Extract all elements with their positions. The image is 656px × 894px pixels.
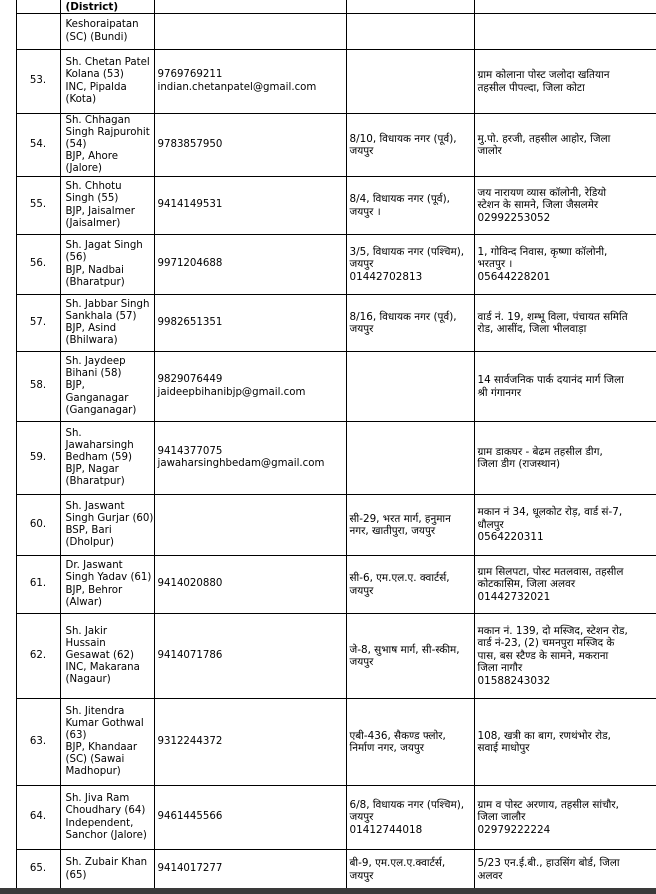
name-line: BJP, Jaisalmer	[65, 205, 135, 217]
local-address-cell	[346, 850, 474, 890]
phone-number: 9769769211	[157, 69, 223, 81]
district-header-label: (District)	[65, 1, 119, 13]
phone-number: 9971204688	[157, 258, 223, 270]
local-address-line: 01442702813	[349, 270, 423, 283]
name-line: (63)	[65, 729, 87, 741]
local-address-line: जयपुर	[349, 656, 374, 668]
local-address-line: 8/4, विधायक नगर (पूर्व),	[349, 193, 450, 206]
name-line: Sh. Jaswant	[65, 500, 125, 512]
name-line: Sh. Jaydeep	[65, 356, 126, 368]
permanent-address-line: जिला जालौर	[477, 811, 526, 824]
local-address-line: 3/5, विधायक नगर (पश्चिम),	[349, 245, 465, 258]
phone-number: 9414020880	[157, 578, 223, 590]
name-line: BJP, Nadbai	[65, 264, 124, 276]
local-address-cell	[346, 495, 474, 556]
sno-cell: 60.	[16, 495, 60, 556]
name-line: (Jaisalmer)	[65, 217, 121, 229]
sno-cell: 65.	[16, 850, 60, 890]
sno-cell: 53.	[16, 50, 60, 114]
name-line: (Ganganagar)	[65, 404, 137, 416]
local-address-line: जयपुर	[349, 869, 374, 882]
phone-number: 9312244372	[157, 735, 223, 747]
contact-cell	[154, 352, 346, 422]
local-address-cell	[346, 699, 474, 786]
permanent-address-cell	[474, 699, 656, 786]
contact-cell	[154, 235, 346, 295]
local-address-line: सी-6, एम.एल.ए. क्वार्टर्स,	[349, 572, 450, 585]
phone-number: 9982651351	[157, 316, 223, 328]
permanent-address-line: श्री गंगानगर	[477, 386, 522, 399]
permanent-address-line: सवाई माधोपुर	[477, 742, 530, 754]
local-address-line: बी-9, एम.एल.ए.क्वार्टर्स,	[349, 857, 446, 870]
table-row	[0, 495, 656, 556]
local-address-cell	[346, 14, 474, 50]
permanent-address-cell	[474, 786, 656, 850]
table-row	[0, 786, 656, 850]
local-address-line: 01412744018	[349, 823, 423, 836]
phone-number: 9414149531	[157, 199, 223, 211]
phone-number: 9829076449	[157, 374, 223, 386]
left-margin	[0, 295, 16, 352]
name-line: (Bharatpur)	[65, 276, 125, 288]
table-row	[0, 235, 656, 295]
table-row	[0, 352, 656, 422]
phone-number: 9783857950	[157, 138, 223, 150]
name-line: Sh. Chetan Patel	[65, 57, 150, 69]
permanent-address-line: जिला नागौर	[477, 662, 523, 675]
sno-cell	[16, 14, 60, 50]
permanent-address-line: मकान नं. 139, दो मस्जिद, स्टेशन रोड,	[477, 624, 628, 637]
permanent-address-line: 01588243032	[477, 674, 551, 687]
permanent-address-line: मु.पो. हरजी, तहसील आहोर, जिला	[477, 132, 611, 145]
left-margin	[0, 235, 16, 295]
contact-cell	[154, 177, 346, 235]
header-permanent-cell	[474, 0, 656, 14]
permanent-address-line: धौलपुर	[477, 518, 504, 531]
contact-cell	[154, 850, 346, 890]
name-line: Sh.	[65, 427, 82, 439]
left-margin	[0, 850, 16, 890]
name-line: Sh. Zubair Khan	[65, 857, 148, 869]
sno-cell: 62.	[16, 614, 60, 699]
permanent-address-cell	[474, 295, 656, 352]
local-address-cell	[346, 786, 474, 850]
permanent-address-line: 108, खत्री का बाग, रणथंभोर रोड,	[477, 729, 611, 742]
left-margin	[0, 614, 16, 699]
permanent-address-line: जालोर	[477, 145, 502, 157]
left-margin	[0, 177, 16, 235]
permanent-address-line: अलवर	[477, 869, 503, 882]
permanent-address-line: रोड, आसींद, जिला भीलवाड़ा	[477, 323, 587, 335]
permanent-address-line: 14 सार्वजनिक पार्क दयानंद मार्ग जिला	[477, 374, 624, 387]
left-margin	[0, 422, 16, 495]
name-line: Singh Rajpurohit	[65, 126, 150, 138]
name-cell	[60, 177, 154, 235]
name-line: Hussain	[65, 637, 106, 649]
table-row	[0, 699, 656, 786]
name-line: BJP, Nagar	[65, 464, 119, 476]
contact-cell	[154, 699, 346, 786]
local-address-cell	[346, 295, 474, 352]
left-margin	[0, 495, 16, 556]
local-address-line: जे-8, सुभाष मार्ग, सी-स्कीम,	[349, 643, 460, 656]
name-line: BJP, Khandaar	[65, 742, 138, 753]
sno-cell: 64.	[16, 786, 60, 850]
permanent-address-line: जय नारायण व्यास कॉलोनी, रेडियो	[477, 186, 607, 199]
permanent-address-line: 02979222224	[477, 823, 551, 836]
permanent-address-line: ग्राम सिलपटा, पोस्ट मतलवास, तहसील	[477, 565, 624, 578]
permanent-address-cell	[474, 495, 656, 556]
permanent-address-cell	[474, 235, 656, 295]
local-address-line: जयपुर	[349, 258, 374, 271]
name-line: (SC) (Bundi)	[65, 31, 128, 43]
permanent-address-cell	[474, 114, 656, 177]
name-cell	[60, 14, 154, 50]
local-address-line: जयपुर	[349, 811, 374, 824]
name-line: BSP, Bari	[65, 525, 112, 536]
viewer-bottom-bar	[0, 888, 656, 894]
contact-cell	[154, 114, 346, 177]
table-row	[0, 295, 656, 352]
table-row	[0, 114, 656, 177]
phone-number: 9461445566	[157, 811, 223, 823]
name-line: (Dholpur)	[65, 537, 114, 549]
name-cell	[60, 352, 154, 422]
sno-cell: 58.	[16, 352, 60, 422]
local-address-cell	[346, 614, 474, 699]
header-sno-cell	[16, 0, 60, 14]
permanent-address-line: कोटकासिम, जिला अलवर	[477, 578, 576, 591]
permanent-address-line: 02992253052	[477, 211, 551, 224]
permanent-address-cell	[474, 14, 656, 50]
permanent-address-line: 05644228201	[477, 270, 551, 283]
permanent-address-line: ग्राम कोलाना पोस्ट जलोदा खतियान	[477, 69, 610, 82]
local-address-line: एबी-436, सैकण्ड फ्लोर,	[349, 729, 446, 742]
name-line: Sh. Chhagan	[65, 114, 131, 126]
left-margin	[0, 0, 16, 14]
name-line: (Kota)	[65, 93, 97, 105]
contact-cell	[154, 495, 346, 556]
permanent-address-cell	[474, 177, 656, 235]
name-line: Choudhary (64)	[65, 805, 146, 817]
contact-cell	[154, 786, 346, 850]
name-line: Kolana (53)	[65, 69, 124, 81]
local-address-line: निर्माण नगर, जयपुर	[349, 742, 425, 754]
permanent-address-cell	[474, 850, 656, 890]
permanent-address-line: 0564220311	[477, 531, 544, 544]
name-line: (Bhilwara)	[65, 335, 118, 347]
name-line: Ganganagar	[65, 392, 129, 404]
name-line: Independent,	[65, 817, 134, 829]
name-line: Keshoraipatan	[65, 19, 139, 31]
phone-number: 9414017277	[157, 863, 223, 875]
permanent-address-line: स्टेशन के सामने, जिला जैसलमेर	[477, 199, 599, 212]
phone-number: 9414377075	[157, 445, 223, 457]
permanent-address-line: 5/23 एन.ई.बी., हाउसिंग बोर्ड, जिला	[477, 857, 620, 870]
sno-cell: 55.	[16, 177, 60, 235]
name-line: Sankhala (57)	[65, 310, 137, 322]
left-margin	[0, 114, 16, 177]
name-line: Sanchor (Jalore)	[65, 829, 147, 841]
phone-number: 9414071786	[157, 649, 223, 661]
name-line: Sh. Jabbar Singh	[65, 298, 150, 310]
table-row	[0, 556, 656, 614]
name-line: (Jalore)	[65, 163, 102, 175]
name-line: Sh. Jagat Singh	[65, 240, 143, 252]
local-address-line: 6/8, विधायक नगर (पश्चिम),	[349, 798, 465, 811]
name-line: Singh Yadav (61)	[65, 572, 152, 584]
name-line: BJP, Ahore	[65, 151, 119, 163]
sno-cell: 57.	[16, 295, 60, 352]
name-line: Sh. Chhotu	[65, 181, 122, 193]
local-address-line: सी-29, भरत मार्ग, हनुमान	[349, 512, 451, 525]
contact-cell	[154, 614, 346, 699]
permanent-address-line: तहसील पीपल्दा, जिला कोटा	[477, 81, 585, 94]
name-line: (54)	[65, 138, 87, 150]
name-cell	[60, 786, 154, 850]
table-row	[0, 614, 656, 699]
permanent-address-cell	[474, 422, 656, 495]
name-cell	[60, 614, 154, 699]
email-text: jaideepbihanibjp@gmail.com	[157, 386, 306, 398]
contact-cell	[154, 50, 346, 114]
name-line: BJP,	[65, 380, 85, 392]
table-row	[0, 850, 656, 890]
name-line: (Nagaur)	[65, 674, 111, 686]
sno-cell: 63.	[16, 699, 60, 786]
sno-cell: 54.	[16, 114, 60, 177]
permanent-address-line: मकान नं 34, धूलकोट रोड़, वार्ड सं-7,	[477, 506, 623, 519]
sno-cell: 61.	[16, 556, 60, 614]
local-address-line: 8/10, विधायक नगर (पूर्व),	[349, 132, 457, 145]
name-line: Singh (55)	[65, 193, 119, 205]
permanent-address-line: पास, बस स्टैण्ड के सामने, मकराना	[477, 649, 609, 662]
name-cell	[60, 422, 154, 495]
name-line: Gesawat (62)	[65, 649, 134, 661]
name-cell	[60, 699, 154, 786]
contact-cell	[154, 14, 346, 50]
name-cell	[60, 235, 154, 295]
name-line: (65)	[65, 869, 87, 881]
local-address-line: 8/16, विधायक नगर (पूर्व),	[349, 310, 457, 323]
table-row	[0, 177, 656, 235]
local-address-line: जयपुर	[349, 323, 374, 335]
name-cell	[60, 556, 154, 614]
contact-cell	[154, 556, 346, 614]
header-row	[0, 0, 656, 14]
permanent-address-line: ग्राम व पोस्ट अरणाय, तहसील सांचौर,	[477, 798, 619, 811]
contact-cell	[154, 422, 346, 495]
local-address-cell	[346, 422, 474, 495]
name-cell	[60, 850, 154, 890]
local-address-line: जयपुर	[349, 145, 374, 157]
left-margin	[0, 14, 16, 50]
contact-cell	[154, 295, 346, 352]
name-line: Sh. Jakir	[65, 625, 108, 637]
name-line: (Bharatpur)	[65, 476, 125, 488]
permanent-address-line: वार्ड नं. 19, शम्भू विला, पंचायत समिति	[477, 310, 628, 323]
name-line: Dr. Jaswant	[65, 560, 123, 572]
header-local-cell	[346, 0, 474, 14]
permanent-address-line: ग्राम डाकघर - बेढम तहसील डीग,	[477, 445, 603, 458]
name-line: BJP, Asind	[65, 323, 117, 334]
left-margin	[0, 556, 16, 614]
name-line: Bedham (59)	[65, 451, 132, 463]
permanent-address-cell	[474, 614, 656, 699]
local-address-cell	[346, 352, 474, 422]
sno-cell: 56.	[16, 235, 60, 295]
local-address-cell	[346, 50, 474, 114]
sno-cell: 59.	[16, 422, 60, 495]
table-row	[0, 14, 656, 50]
local-address-line: जयपुर	[349, 584, 374, 597]
name-line: INC, Pipalda	[65, 81, 127, 93]
name-line: (56)	[65, 252, 87, 264]
permanent-address-cell	[474, 50, 656, 114]
permanent-address-line: भरतपुर ।	[477, 258, 513, 271]
left-margin	[0, 699, 16, 786]
email-text: jawaharsinghbedam@gmail.com	[157, 458, 325, 469]
permanent-address-line: वार्ड नं-23, (2) चमनपुरा मस्जिद के	[477, 637, 615, 650]
left-margin	[0, 786, 16, 850]
permanent-address-cell	[474, 352, 656, 422]
name-line: Madhopur)	[65, 766, 121, 778]
email-text: indian.chetanpatel@gmail.com	[157, 81, 317, 93]
name-cell	[60, 114, 154, 177]
local-address-cell	[346, 114, 474, 177]
local-address-cell	[346, 235, 474, 295]
name-line: Singh Gurjar (60)	[65, 512, 154, 524]
left-margin	[0, 50, 16, 114]
table-row	[0, 50, 656, 114]
name-cell	[60, 495, 154, 556]
name-line: BJP, Behror	[65, 584, 123, 596]
local-address-line: जयपुर ।	[349, 205, 381, 218]
table-row	[0, 422, 656, 495]
header-district-cell	[60, 0, 154, 14]
name-line: Kumar Gothwal	[65, 717, 144, 729]
name-cell	[60, 295, 154, 352]
local-address-cell	[346, 177, 474, 235]
permanent-address-line: 1, गोविन्द निवास, कृष्णा कॉलोनी,	[477, 245, 608, 258]
permanent-address-line: 01442732021	[477, 590, 551, 603]
name-line: Jawaharsingh	[65, 439, 134, 451]
table-body	[0, 14, 656, 890]
name-line: Sh. Jitendra	[65, 705, 125, 717]
local-address-cell	[346, 556, 474, 614]
name-line: INC, Makarana	[65, 662, 140, 674]
header-contact-cell	[154, 0, 346, 14]
name-line: (SC) (Sawai	[65, 754, 125, 766]
name-line: (Alwar)	[65, 596, 103, 608]
name-line: Sh. Jiva Ram	[65, 793, 130, 805]
left-margin	[0, 352, 16, 422]
name-cell	[60, 50, 154, 114]
permanent-address-line: जिला डीग (राजस्थान)	[477, 458, 561, 470]
permanent-address-cell	[474, 556, 656, 614]
name-line: Bihani (58)	[65, 368, 122, 380]
local-address-line: नगर, खातीपुरा, जयपुर	[349, 525, 436, 537]
